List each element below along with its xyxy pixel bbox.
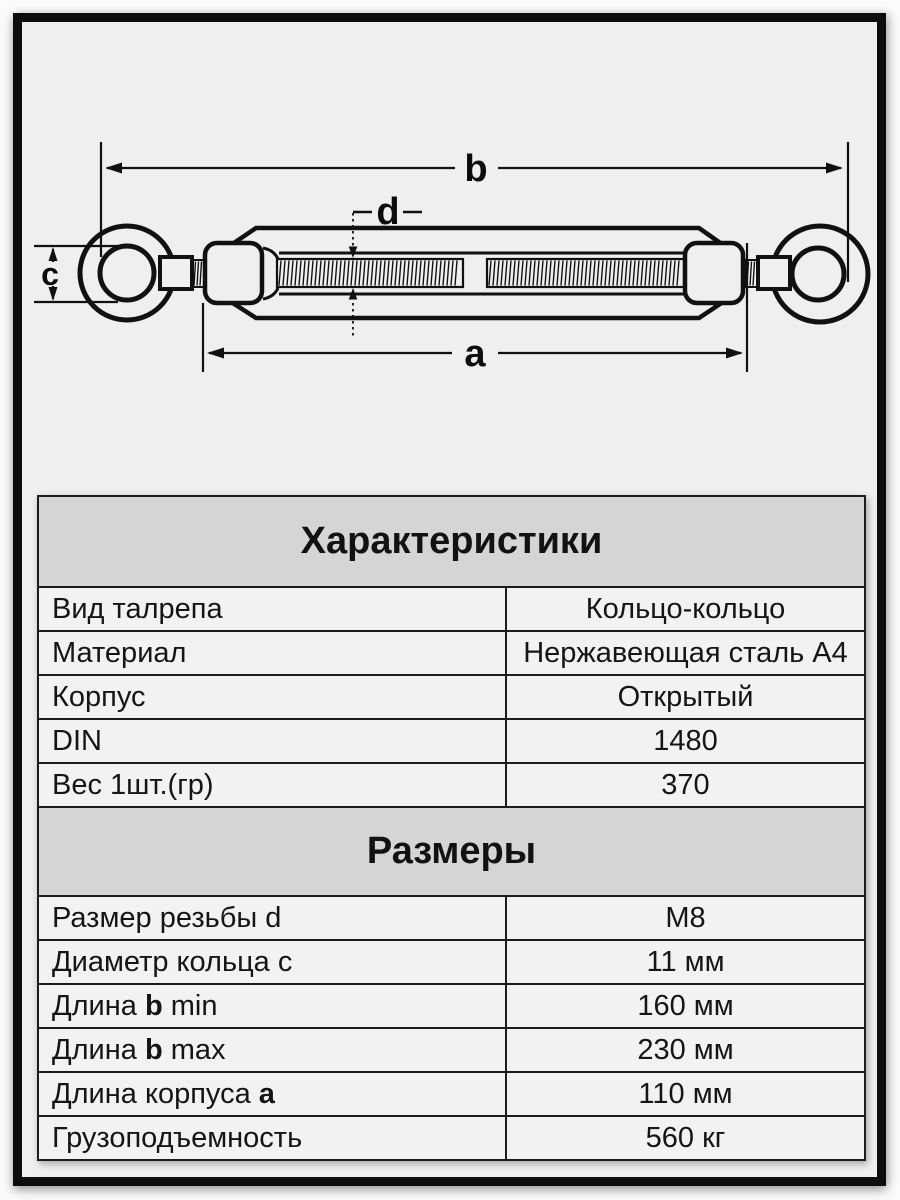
row-label-part: Диаметр кольца c — [52, 945, 293, 978]
right-shank — [758, 257, 790, 289]
row-value: 11 мм — [646, 945, 725, 978]
table-row — [39, 762, 864, 806]
row-value: 230 мм — [637, 1033, 734, 1066]
row-value: Открытый — [617, 680, 754, 713]
table-row — [39, 586, 864, 630]
row-label-part: Размер резьбы d — [52, 901, 282, 934]
row-value: 1480 — [653, 724, 718, 757]
right-nut — [685, 243, 743, 303]
left-stub-hatch — [194, 262, 202, 286]
section-header: Размеры — [39, 806, 864, 895]
row-value: 160 мм — [637, 989, 734, 1022]
spec-table — [37, 495, 866, 1161]
row-label-part: Корпус — [52, 680, 146, 713]
image-frame — [13, 13, 886, 1186]
row-label-part: min — [162, 989, 218, 1022]
table-row — [39, 895, 864, 939]
row-label — [39, 1029, 507, 1071]
section-header: Характеристики — [39, 497, 864, 586]
row-label-part: Вес 1шт.(гр) — [52, 768, 214, 801]
row-label — [39, 588, 507, 630]
row-label-part: Материал — [52, 636, 187, 669]
row-label-part: max — [162, 1033, 226, 1066]
right-stub-hatch — [747, 262, 755, 286]
dim-label-a: a — [464, 333, 486, 375]
dim-label-d: d — [376, 191, 400, 233]
row-label-part: Длина корпуса — [52, 1077, 259, 1110]
row-value: 110 мм — [638, 1077, 733, 1110]
row-label — [39, 632, 507, 674]
row-label — [39, 985, 507, 1027]
row-label-part: Длина — [52, 989, 145, 1022]
row-label-part: Грузоподъемность — [52, 1121, 303, 1154]
threaded-rods — [277, 259, 684, 287]
table-row — [39, 939, 864, 983]
table-row — [39, 1115, 864, 1159]
row-label-part: DIN — [52, 724, 102, 757]
row-label-part: b — [144, 1033, 163, 1066]
turnbuckle-diagram — [22, 22, 877, 482]
row-label-part: Длина — [52, 1033, 145, 1066]
table-row — [39, 1027, 864, 1071]
row-label — [39, 676, 507, 718]
row-label — [39, 941, 507, 983]
row-label — [39, 1073, 507, 1115]
row-label-part: a — [258, 1077, 275, 1110]
row-label — [39, 720, 507, 762]
left-shank — [160, 257, 192, 289]
row-label-part: b — [144, 989, 163, 1022]
row-value: 370 — [661, 768, 710, 801]
row-label — [39, 897, 507, 939]
row-value: Кольцо-кольцо — [585, 592, 786, 625]
dim-label-c: c — [41, 256, 59, 292]
table-row — [39, 718, 864, 762]
turnbuckle-body — [228, 228, 741, 318]
table-row — [39, 1071, 864, 1115]
left-nut — [205, 243, 262, 303]
table-row — [39, 983, 864, 1027]
row-label — [39, 764, 507, 806]
row-value: М8 — [665, 901, 706, 934]
row-value: Нержавеющая сталь А4 — [523, 636, 848, 669]
row-label — [39, 1117, 507, 1159]
table-row — [39, 674, 864, 718]
dim-label-b: b — [464, 148, 488, 190]
table-row — [39, 630, 864, 674]
row-value: 560 кг — [645, 1121, 726, 1154]
row-label-part: Вид талрепа — [52, 592, 223, 625]
